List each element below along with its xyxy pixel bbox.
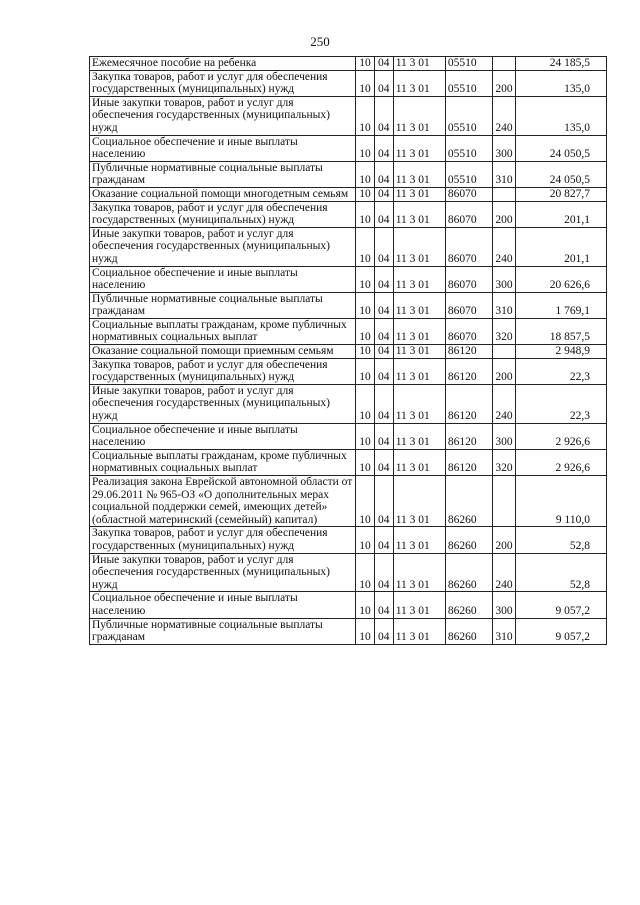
section-code: 10 [356,449,375,475]
item-name: Социальное обеспечение и иные выплаты населению [90,423,356,449]
program-code: 11 3 01 [393,161,445,187]
amount: 52,8 [515,553,606,592]
program-code: 11 3 01 [393,553,445,592]
section-code: 10 [356,527,375,553]
table-row [90,70,607,96]
section-code: 10 [356,70,375,96]
expense-type-code: 300 [493,135,516,161]
table-row [90,618,607,644]
program-code: 11 3 01 [393,423,445,449]
expense-type-code: 310 [493,161,516,187]
item-name: Социальное обеспечение и иные выплаты населению [90,135,356,161]
table-row [90,227,607,266]
program-code: 11 3 01 [393,187,445,201]
target-code: 86120 [445,384,492,423]
subsection-code: 04 [374,423,393,449]
section-code: 10 [356,187,375,201]
amount: 2 926,6 [515,449,606,475]
section-code: 10 [356,384,375,423]
subsection-code: 04 [374,201,393,227]
table-row [90,345,607,359]
program-code: 11 3 01 [393,618,445,644]
program-code: 11 3 01 [393,318,445,344]
section-code: 10 [356,292,375,318]
expense-type-code: 320 [493,318,516,344]
table-row [90,553,607,592]
program-code: 11 3 01 [393,449,445,475]
table-row [90,161,607,187]
target-code: 05510 [445,135,492,161]
expense-type-code: 300 [493,266,516,292]
target-code: 86260 [445,553,492,592]
item-name: Закупка товаров, работ и услуг для обеспечения государственных (муниципальных) нужд [90,201,356,227]
section-code: 10 [356,201,375,227]
amount: 201,1 [515,227,606,266]
amount: 20 827,7 [515,187,606,201]
subsection-code: 04 [374,553,393,592]
section-code: 10 [356,618,375,644]
section-code: 10 [356,476,375,527]
item-name: Иные закупки товаров, работ и услуг для обеспечения государственных (муниципальных) нужд [90,227,356,266]
program-code: 11 3 01 [393,292,445,318]
item-name: Иные закупки товаров, работ и услуг для обеспечения государственных (муниципальных) нужд [90,384,356,423]
table-row [90,527,607,553]
table-row [90,384,607,423]
subsection-code: 04 [374,618,393,644]
item-name: Социальное обеспечение и иные выплаты населению [90,592,356,618]
expense-type-code: 200 [493,527,516,553]
item-name: Оказание социальной помощи приемным семьям [90,345,356,359]
item-name: Оказание социальной помощи многодетным семьям [90,187,356,201]
expense-type-code: 300 [493,423,516,449]
program-code: 11 3 01 [393,201,445,227]
subsection-code: 04 [374,527,393,553]
section-code: 10 [356,57,375,71]
program-code: 11 3 01 [393,358,445,384]
amount: 9 110,0 [515,476,606,527]
page-number: 250 [310,34,330,49]
amount: 22,3 [515,358,606,384]
budget-table [89,56,607,645]
target-code: 86260 [445,476,492,527]
table-row [90,266,607,292]
expense-type-code: 240 [493,227,516,266]
subsection-code: 04 [374,318,393,344]
table-row [90,358,607,384]
amount: 20 626,6 [515,266,606,292]
target-code: 86070 [445,266,492,292]
target-code: 86070 [445,318,492,344]
program-code: 11 3 01 [393,527,445,553]
program-code: 11 3 01 [393,384,445,423]
subsection-code: 04 [374,266,393,292]
section-code: 10 [356,135,375,161]
subsection-code: 04 [374,187,393,201]
expense-type-code: 240 [493,384,516,423]
item-name: Социальное обеспечение и иные выплаты населению [90,266,356,292]
item-name: Иные закупки товаров, работ и услуг для обеспечения государственных (муниципальных) нужд [90,96,356,135]
expense-type-code: 310 [493,292,516,318]
program-code: 11 3 01 [393,476,445,527]
section-code: 10 [356,553,375,592]
expense-type-code: 200 [493,70,516,96]
subsection-code: 04 [374,476,393,527]
amount: 201,1 [515,201,606,227]
section-code: 10 [356,358,375,384]
item-name: Публичные нормативные социальные выплаты гражданам [90,161,356,187]
expense-type-code [493,345,516,359]
subsection-code: 04 [374,384,393,423]
amount: 18 857,5 [515,318,606,344]
expense-type-code: 200 [493,358,516,384]
table-row [90,135,607,161]
amount: 135,0 [515,70,606,96]
amount: 2 948,9 [515,345,606,359]
table-row [90,292,607,318]
section-code: 10 [356,592,375,618]
section-code: 10 [356,266,375,292]
table-row [90,423,607,449]
table-row [90,201,607,227]
target-code: 05510 [445,161,492,187]
subsection-code: 04 [374,161,393,187]
expense-type-code: 240 [493,96,516,135]
amount: 135,0 [515,96,606,135]
subsection-code: 04 [374,592,393,618]
subsection-code: 04 [374,70,393,96]
item-name: Публичные нормативные социальные выплаты гражданам [90,618,356,644]
program-code: 11 3 01 [393,57,445,71]
amount: 22,3 [515,384,606,423]
target-code: 86120 [445,449,492,475]
target-code: 86070 [445,292,492,318]
expense-type-code: 300 [493,592,516,618]
program-code: 11 3 01 [393,227,445,266]
table-row [90,318,607,344]
target-code: 86260 [445,618,492,644]
subsection-code: 04 [374,96,393,135]
expense-type-code: 200 [493,201,516,227]
item-name: Социальные выплаты гражданам, кроме публичных нормативных социальных выплат [90,449,356,475]
program-code: 11 3 01 [393,592,445,618]
target-code: 86120 [445,345,492,359]
item-name: Ежемесячное пособие на ребенка [90,57,356,71]
section-code: 10 [356,423,375,449]
table-row [90,187,607,201]
amount: 1 769,1 [515,292,606,318]
budget-table-body [90,57,607,645]
subsection-code: 04 [374,135,393,161]
target-code: 05510 [445,70,492,96]
table-row [90,96,607,135]
table-row [90,476,607,527]
item-name: Закупка товаров, работ и услуг для обеспечения государственных (муниципальных) нужд [90,70,356,96]
item-name: Закупка товаров, работ и услуг для обеспечения государственных (муниципальных) нужд [90,527,356,553]
subsection-code: 04 [374,57,393,71]
subsection-code: 04 [374,449,393,475]
target-code: 86070 [445,227,492,266]
expense-type-code [493,476,516,527]
target-code: 86120 [445,358,492,384]
subsection-code: 04 [374,358,393,384]
expense-type-code [493,187,516,201]
expense-type-code: 240 [493,553,516,592]
table-row [90,592,607,618]
item-name: Публичные нормативные социальные выплаты гражданам [90,292,356,318]
item-name: Закупка товаров, работ и услуг для обеспечения государственных (муниципальных) нужд [90,358,356,384]
target-code: 05510 [445,96,492,135]
subsection-code: 04 [374,292,393,318]
program-code: 11 3 01 [393,345,445,359]
program-code: 11 3 01 [393,70,445,96]
expense-type-code: 310 [493,618,516,644]
target-code: 05510 [445,57,492,71]
section-code: 10 [356,345,375,359]
target-code: 86070 [445,187,492,201]
expense-type-code [493,57,516,71]
section-code: 10 [356,227,375,266]
target-code: 86260 [445,592,492,618]
target-code: 86120 [445,423,492,449]
amount: 9 057,2 [515,618,606,644]
table-row [90,57,607,71]
program-code: 11 3 01 [393,266,445,292]
amount: 2 926,6 [515,423,606,449]
amount: 24 050,5 [515,135,606,161]
amount: 52,8 [515,527,606,553]
amount: 24 050,5 [515,161,606,187]
subsection-code: 04 [374,345,393,359]
amount: 24 185,5 [515,57,606,71]
program-code: 11 3 01 [393,135,445,161]
item-name: Реализация закона Еврейской автономной области от 29.06.2011 № 965-ОЗ «О дополнительных мерах социальной поддержки семей, имеющих детей» (областной материнский (семейный) капитал) [90,476,356,527]
item-name: Иные закупки товаров, работ и услуг для обеспечения государственных (муниципальных) нужд [90,553,356,592]
table-row [90,449,607,475]
subsection-code: 04 [374,227,393,266]
section-code: 10 [356,161,375,187]
section-code: 10 [356,96,375,135]
expense-type-code: 320 [493,449,516,475]
section-code: 10 [356,318,375,344]
target-code: 86070 [445,201,492,227]
amount: 9 057,2 [515,592,606,618]
target-code: 86260 [445,527,492,553]
program-code: 11 3 01 [393,96,445,135]
item-name: Социальные выплаты гражданам, кроме публичных нормативных социальных выплат [90,318,356,344]
